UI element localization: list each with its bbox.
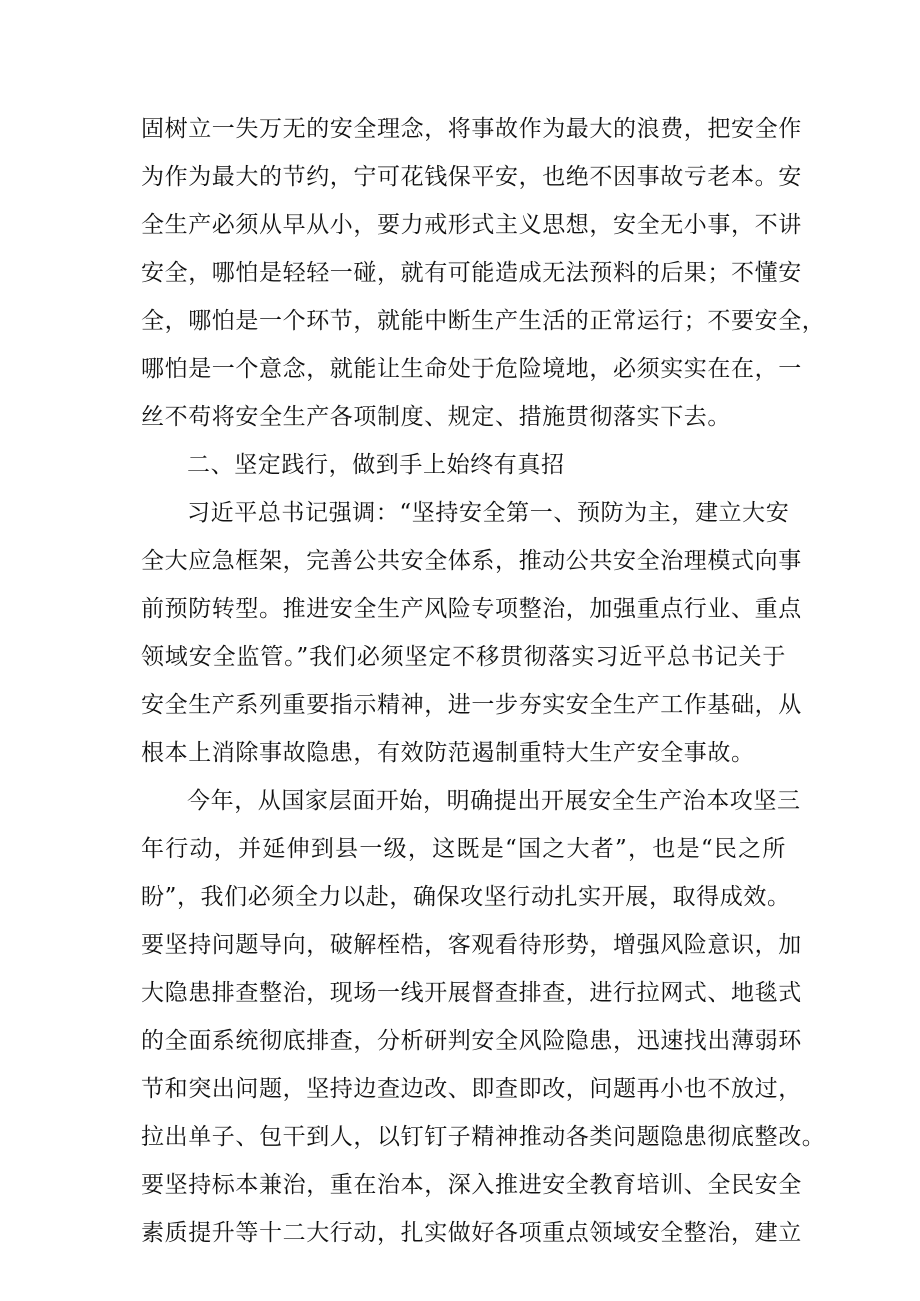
paragraph-line: 全大应急框架，完善公共安全体系，推动公共安全治理模式向事 [141, 548, 802, 574]
paragraph-line: 要坚持标本兼治，重在治本，深入推进安全教育培训、全民安全 [141, 1172, 802, 1198]
paragraph-line: 全，哪怕是一个环节，就能中断生产生活的正常运行；不要安全， [141, 308, 826, 334]
paragraph-line: 大隐患排查整治，现场一线开展督查排查，进行拉网式、地毯式 [141, 980, 802, 1006]
paragraph-line: 领域安全监管。”我们必须坚定不移贯彻落实习近平总书记关于 [141, 644, 786, 670]
section-heading: 二、坚定践行，做到手上始终有真招 [187, 452, 565, 478]
paragraph-line: 的全面系统彻底排查，分析研判安全风险隐患，迅速找出薄弱环 [141, 1028, 802, 1054]
paragraph-line: 哪怕是一个意念，就能让生命处于危险境地，必须实实在在，一 [141, 356, 802, 382]
paragraph-line: 年行动，并延伸到县一级，这既是“国之大者”，也是“民之所 [141, 836, 786, 862]
paragraph-line: 今年，从国家层面开始，明确提出开展安全生产治本攻坚三 [187, 788, 801, 814]
paragraph-line: 为作为最大的节约，宁可花钱保平安，也绝不因事故亏老本。安 [141, 164, 802, 190]
paragraph-line: 丝不苟将安全生产各项制度、规定、措施贯彻落实下去。 [141, 404, 731, 430]
paragraph-line: 拉出单子、包干到人，以钉钉子精神推动各类问题隐患彻底整改。 [141, 1124, 826, 1150]
paragraph-line: 安全生产系列重要指示精神，进一步夯实安全生产工作基础，从 [141, 692, 802, 718]
paragraph-line: 素质提升等十二大行动，扎实做好各项重点领域安全整治，建立 [141, 1220, 802, 1246]
paragraph-line: 根本上消除事故隐患，有效防范遏制重特大生产安全事故。 [141, 740, 755, 766]
paragraph-line: 习近平总书记强调：“坚持安全第一、预防为主，建立大安 [187, 500, 790, 526]
paragraph-line: 全生产必须从早从小，要力戒形式主义思想，安全无小事，不讲 [141, 212, 802, 238]
paragraph-line: 要坚持问题导向，破解桎梏，客观看待形势，增强风险意识，加 [141, 932, 802, 958]
paragraph-line: 节和突出问题，坚持边查边改、即查即改，问题再小也不放过， [141, 1076, 802, 1102]
paragraph-line: 前预防转型。推进安全生产风险专项整治，加强重点行业、重点 [141, 596, 802, 622]
paragraph-line: 盼”，我们必须全力以赴，确保攻坚行动扎实开展，取得成效。 [141, 884, 791, 910]
paragraph-line: 安全，哪怕是轻轻一碰，就有可能造成无法预料的后果；不懂安 [141, 260, 802, 286]
paragraph-line: 固树立一失万无的安全理念，将事故作为最大的浪费，把安全作 [141, 116, 802, 142]
